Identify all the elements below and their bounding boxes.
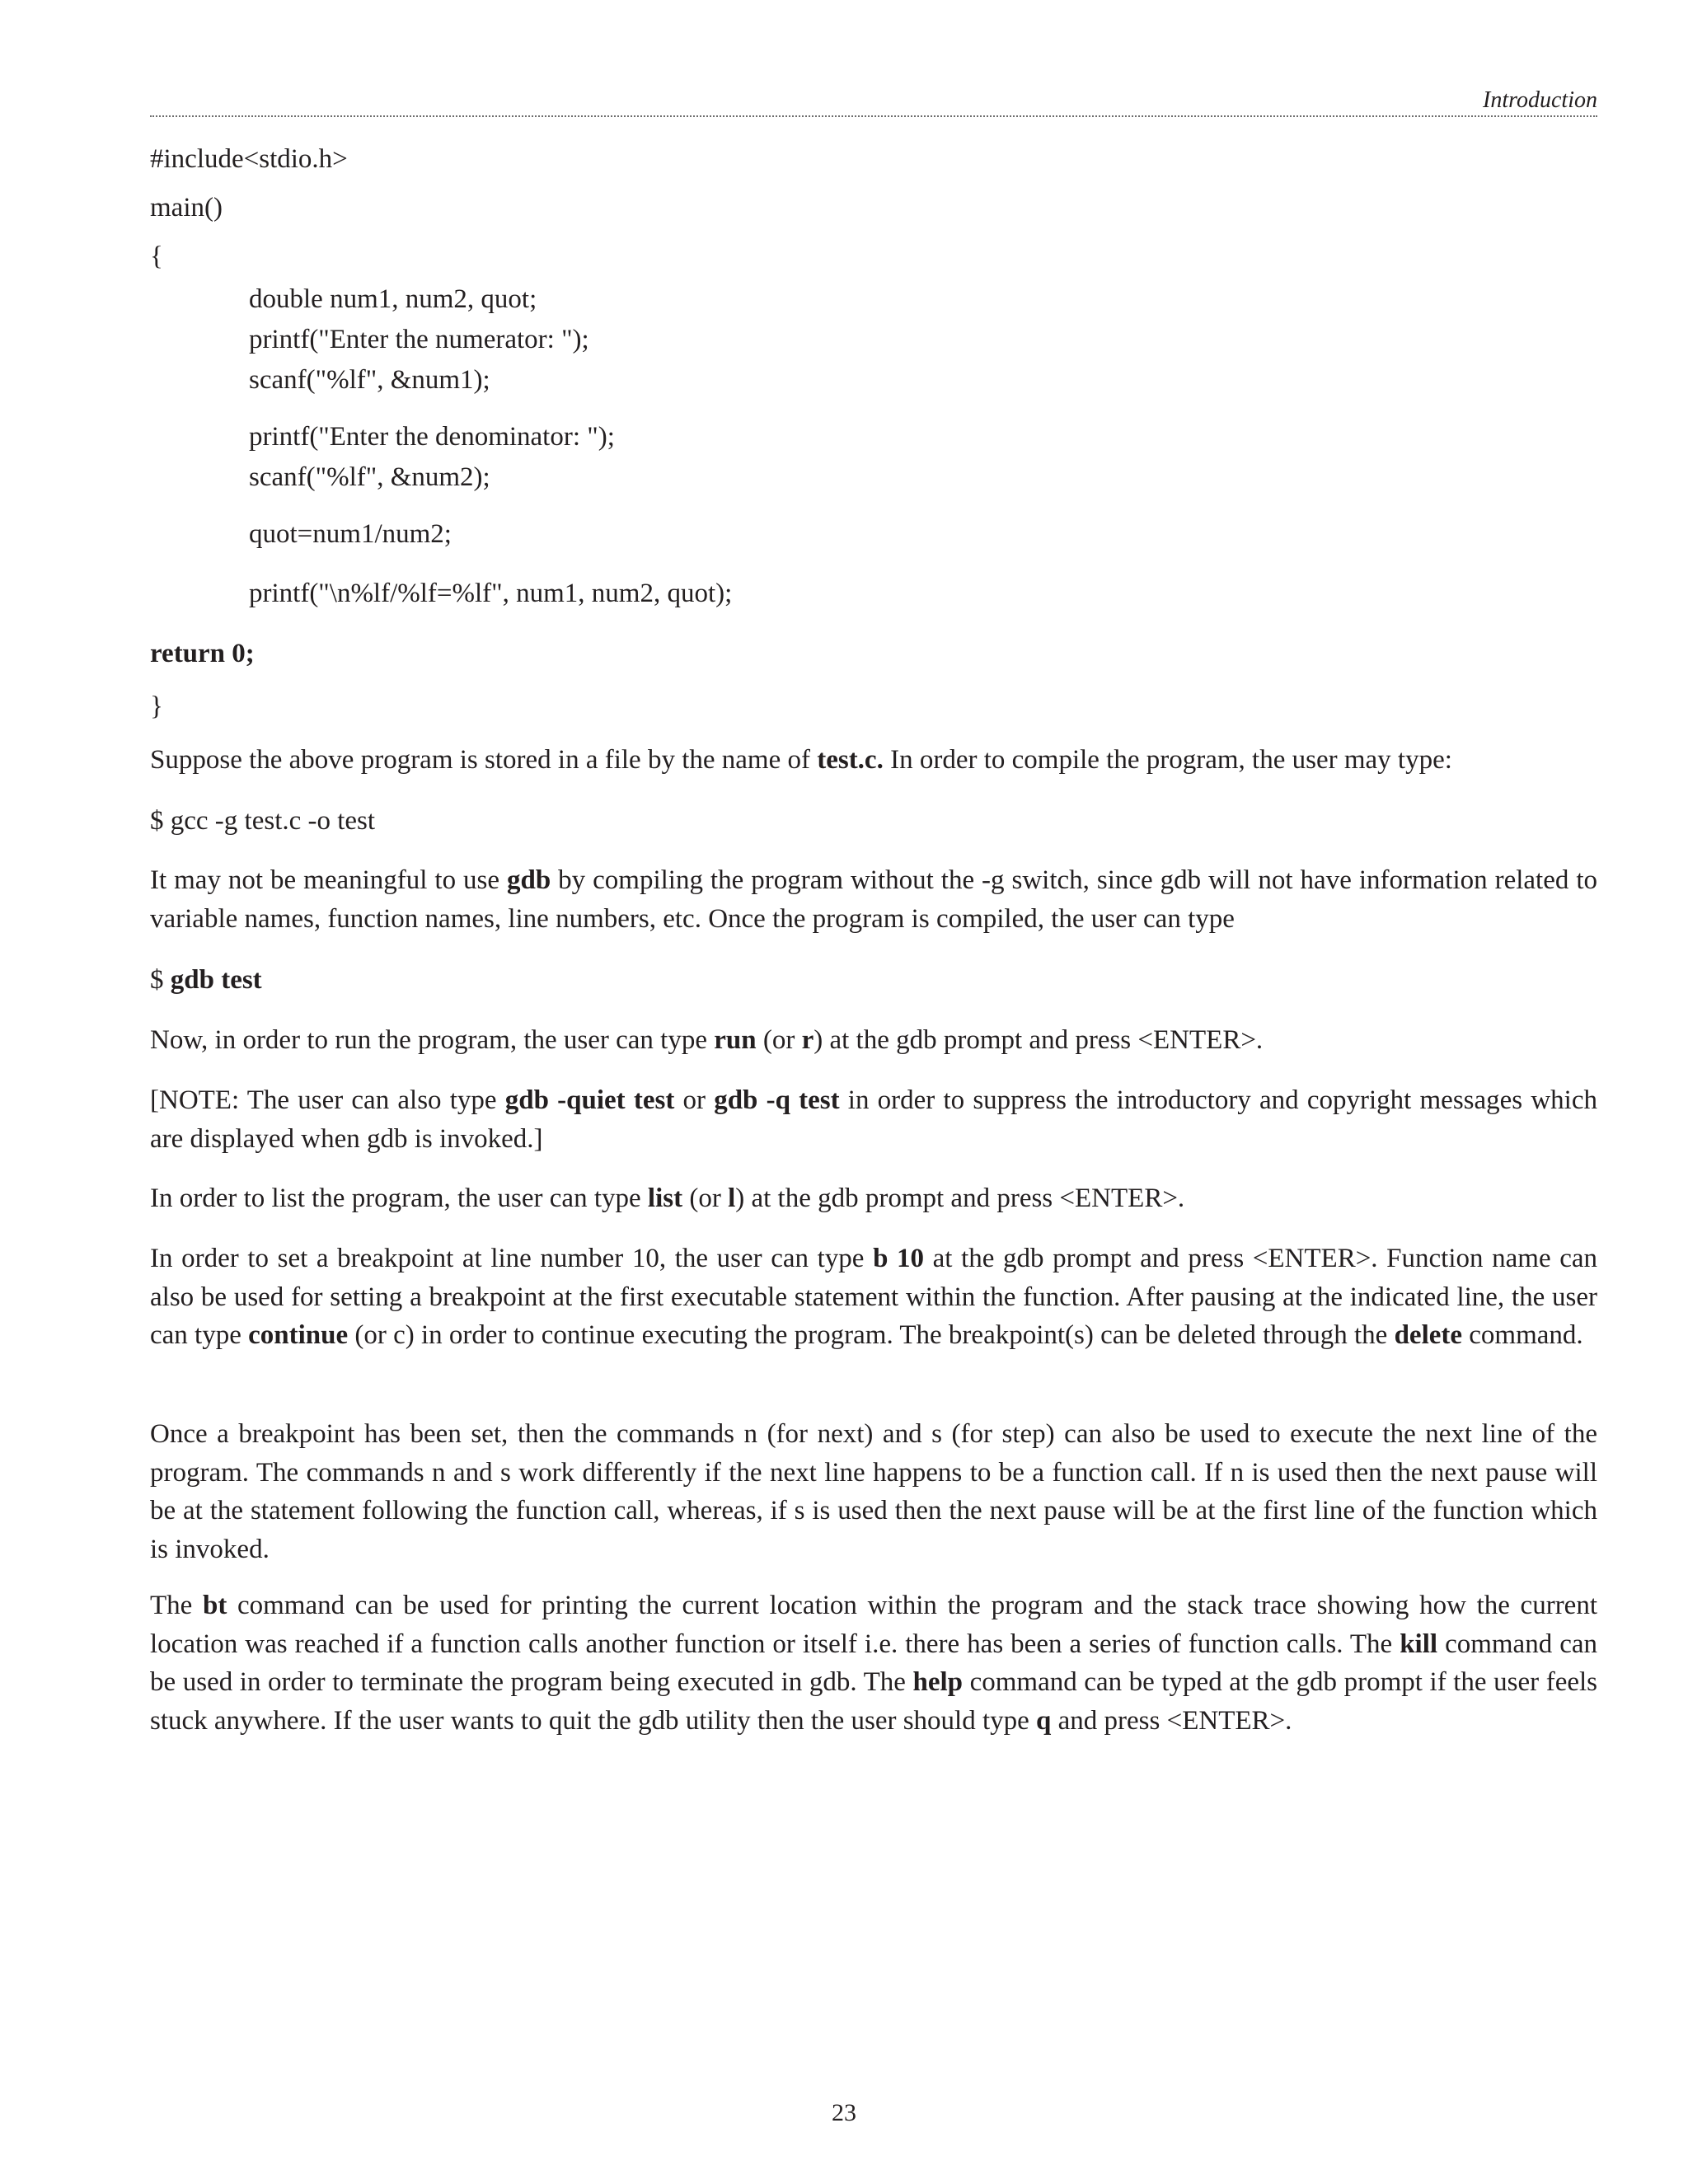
code-line-return: return 0; — [150, 639, 255, 668]
paragraph-compile-intro: Suppose the above program is stored in a file by the name of test.c. In order to compile the program, the user may type: — [150, 745, 1452, 775]
code-line-quot: quot=num1/num2; — [249, 519, 452, 549]
filename-test-c: test.c. — [817, 745, 884, 775]
code-line-printf-result: printf("\n%lf/%lf=%lf", num1, num2, quot); — [249, 579, 733, 608]
paragraph-bt-kill-help: The bt command can be used for printing the current location within the program and the stack trace showing how the current location was reached if a function calls another function or itself i.e. there has been a series of function calls. The kill command can be used in order to terminate the program being executed in gdb. The help command can be typed at the gdb prompt if the user feels stuck anywhere. If the user wants to quit the gdb utility then the user should type q and press <ENTER>. — [150, 1591, 1597, 1736]
paragraph-list: In order to list the program, the user can type list (or l) at the gdb prompt and press <ENTER>. — [150, 1183, 1185, 1213]
code-line-printf-numerator: printf("Enter the numerator: "); — [249, 325, 589, 354]
page-number: 23 — [832, 2099, 856, 2126]
code-line-printf-denominator: printf("Enter the denominator: "); — [249, 422, 615, 452]
code-line-close-brace: } — [150, 691, 163, 721]
header-rule — [150, 115, 1597, 117]
paragraph-next-step: Once a breakpoint has been set, then the commands n (for next) and s (for step) can also be used to execute the next line of the program. The commands n and s work differently if the next line happens to be a function call. If n is used then the next pause will be at the statement following the function call, whereas, if s is used then the next pause will be at the first line of the function which is invoked. — [150, 1419, 1597, 1564]
code-line-include: #include<stdio.h> — [150, 144, 348, 174]
paragraph-g-switch: It may not be meaningful to use gdb by compiling the program without the -g switch, since gdb will not have information related to variable names, function names, line numbers, etc. Once the program is compiled, the user can type — [150, 865, 1597, 934]
paragraph-breakpoint: In order to set a breakpoint at line number 10, the user can type b 10 at the gdb prompt and press <ENTER>. Function name can also be used for setting a breakpoint at the first executable statement within the function. After pausing at the indicated line, the user can type continue (or c) in order to continue executing the program. The breakpoint(s) can be deleted through the delete command. — [150, 1244, 1597, 1350]
code-line-decl: double num1, num2, quot; — [249, 284, 537, 314]
code-line-main: main() — [150, 193, 223, 223]
code-line-scanf-num1: scanf("%lf", &num1); — [249, 365, 490, 395]
command-gdb-test: $ gdb test — [150, 965, 262, 995]
paragraph-note-quiet: [NOTE: The user can also type gdb -quiet test or gdb -q test in order to suppress the introductory and copyright messages which are displayed when gdb is invoked.] — [150, 1085, 1597, 1154]
code-line-open-brace: { — [150, 241, 163, 271]
paragraph-run: Now, in order to run the program, the user can type run (or r) at the gdb prompt and press <ENTER>. — [150, 1025, 1264, 1055]
code-line-scanf-num2: scanf("%lf", &num2); — [249, 462, 490, 492]
command-gcc: $ gcc -g test.c -o test — [150, 806, 376, 836]
running-head: Introduction — [1483, 87, 1597, 113]
